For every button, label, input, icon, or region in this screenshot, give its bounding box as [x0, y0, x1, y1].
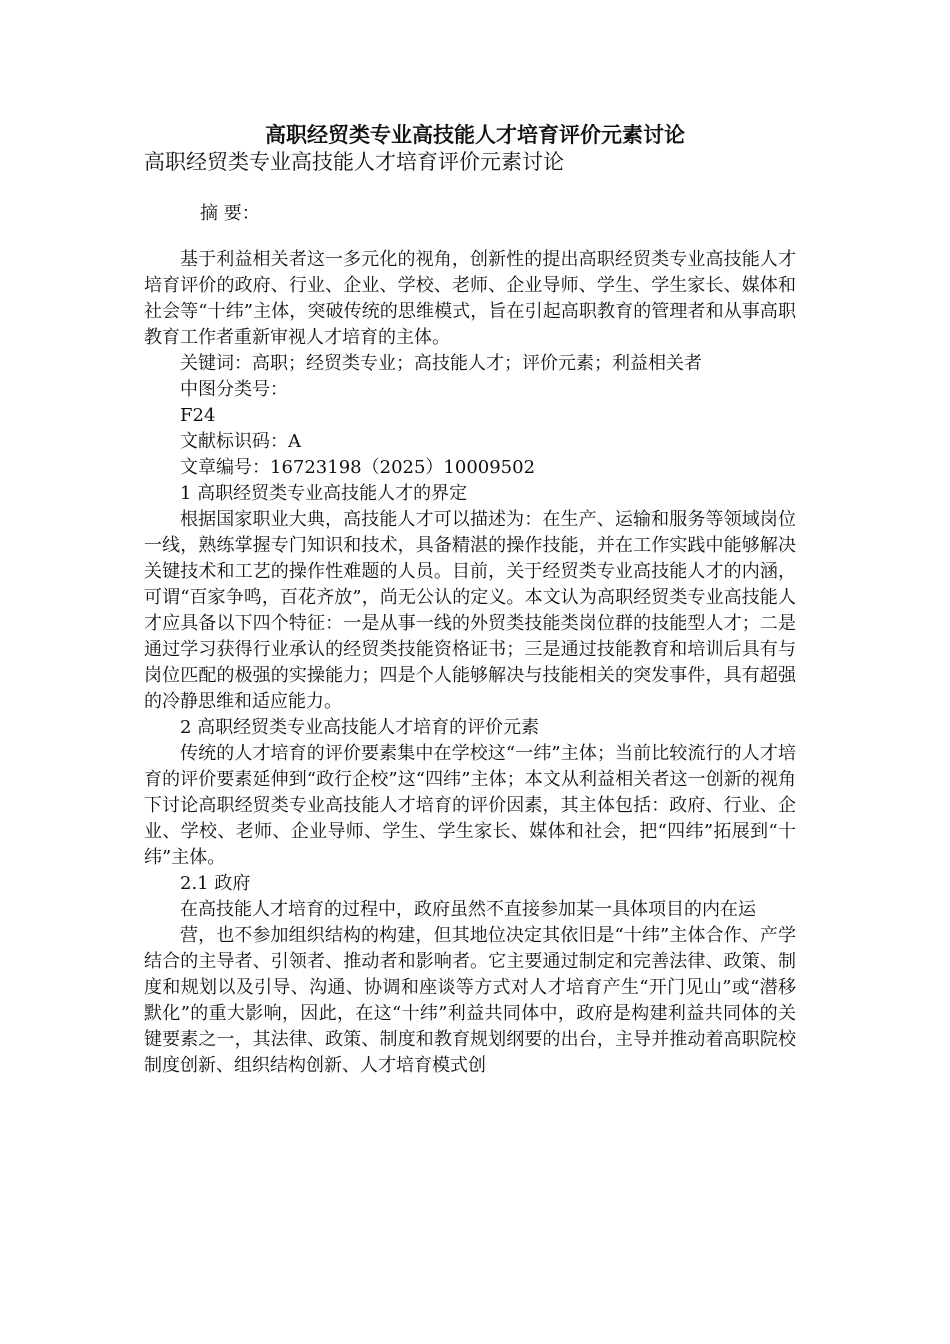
document-code-line: 文献标识码：A: [180, 431, 301, 452]
article-number-line: 文章编号：16723198（2025）10009502: [180, 457, 536, 478]
document-title: 高职经贸类专业高技能人才培育评价元素讨论: [265, 122, 685, 147]
section-2-1-paragraph-a: 在高技能人才培育的过程中，政府虽然不直接参加某一具体项目的内在运: [180, 899, 756, 920]
section-heading-2-1: 2.1 政府: [180, 873, 251, 894]
section-1-paragraph: 根据国家职业大典，高技能人才可以描述为：在生产、运输和服务等领域岗位一线，熟练掌握专门知识和技术，具备精湛的操作技能，并在工作实践中能够解决关键技术和工艺的操作性难题的人员。目前，关于经贸类专业高技能人才的内涵，可谓“百家争鸣，百花齐放”，尚无公认的定义。本文认为高职经贸类专业高技能人才应具备以下四个特征：一是从事一线的外贸类技能类岗位群的技能型人才；二是通过学习获得行业承认的经贸类技能资格证书；三是通过技能教育和培训后具有与岗位匹配的极强的实操能力；四是个人能够解决与技能相关的突发事件，具有超强的冷静思维和适应能力。: [144, 509, 796, 712]
section-heading-1: 1 高职经贸类专业高技能人才的界定: [180, 483, 468, 504]
section-2-paragraph: 传统的人才培育的评价要素集中在学校这“一纬”主体；当前比较流行的人才培育的评价要素延伸到“政行企校”这“四纬”主体；本文从利益相关者这一创新的视角下讨论高职经贸类专业高技能人才培育的评价因素，其主体包括：政府、行业、企业、学校、老师、企业导师、学生、学生家长、媒体和社会，把“四纬”拓展到“十纬”主体。: [144, 743, 796, 868]
keywords-line: 关键词：高职；经贸类专业；高技能人才；评价元素；利益相关者: [180, 353, 702, 374]
section-heading-2: 2 高职经贸类专业高技能人才培育的评价元素: [180, 717, 540, 738]
abstract-label: 摘 要：: [200, 203, 260, 224]
section-2-1-paragraph-b: 营，也不参加组织结构的构建，但其地位决定其依旧是“十纬”主体合作、产学结合的主导者、引领者、推动者和影响者。它主要通过制定和完善法律、政策、制度和规划以及引导、沟通、协调和座谈等方式对人才培育产生“开门见山”或“潜移默化”的重大影响，因此，在这“十纬”利益共同体中，政府是构建利益共同体的关键要素之一，其法律、政策、制度和教育规划纲要的出台，主导并推动着高职院校制度创新、组织结构创新、人才培育模式创: [144, 925, 796, 1076]
classification-label: 中图分类号：: [180, 379, 288, 400]
document-body: [144, 247, 796, 1079]
abstract-paragraph: 基于利益相关者这一多元化的视角，创新性的提出高职经贸类专业高技能人才培育评价的政府、行业、企业、学校、老师、企业导师、学生、学生家长、媒体和社会等“十纬”主体，突破传统的思维模式，旨在引起高职教育的管理者和从事高职教育工作者重新审视人才培育的主体。: [144, 249, 796, 348]
document-subtitle: 高职经贸类专业高技能人才培育评价元素讨论: [144, 150, 564, 174]
classification-code: F24: [180, 405, 216, 426]
